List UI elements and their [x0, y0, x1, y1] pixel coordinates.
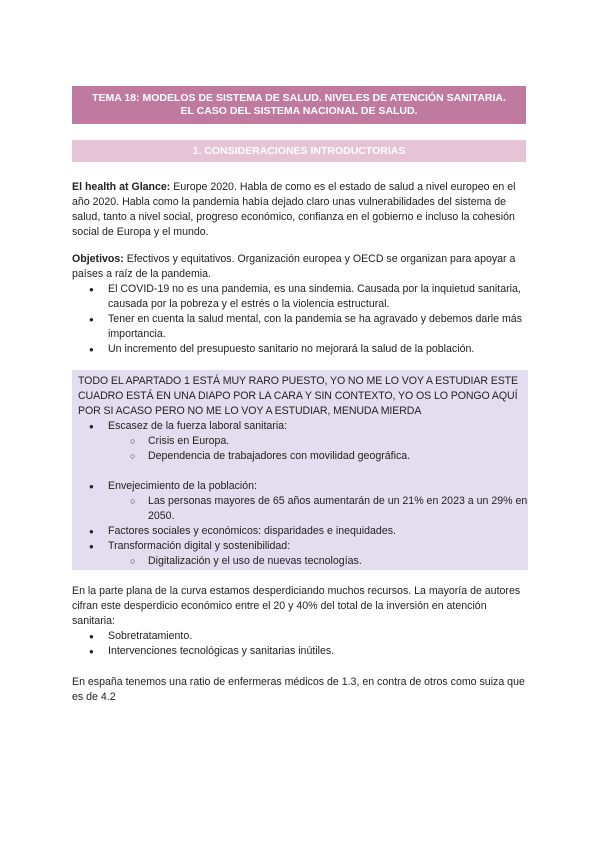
- paragraph-text: Efectivos y equitativos. Organización europea y OECD se organizan para apoyar a países a raíz de la pandemia.: [72, 253, 516, 280]
- list-item: ● Escasez de la fuerza laboral sanitaria:: [72, 419, 528, 434]
- list-item: ● Un incremento del presupuesto sanitario no mejorará la salud de la población.: [72, 342, 528, 357]
- paragraph-desperdicio: En la parte plana de la curva estamos desperdiciando muchos recursos. La mayoría de autores cifran este desperdicio económico entre el 20 y 40% del total de la inversión en atención sanitaria:: [72, 585, 521, 627]
- paragraph-health-at-glance: [72, 180, 528, 240]
- list-item: ● Sobretratamiento.: [72, 629, 528, 644]
- list-item: ● Envejecimiento de la población:: [72, 479, 528, 494]
- section-heading: 1. CONSIDERACIONES INTRODUCTORIAS: [72, 140, 526, 162]
- list-item: ● Transformación digital y sostenibilidad:: [72, 539, 528, 554]
- list-subitem: ○ Dependencia de trabajadores con movilidad geográfica.: [72, 449, 528, 464]
- list-item: ● Intervenciones tecnológicas y sanitarias inútiles.: [72, 644, 528, 659]
- list-subitem: ○ Las personas mayores de 65 años aumentarán de un 21% en 2023 a un 29% en 2050.: [72, 494, 528, 524]
- list-item: ● Factores sociales y económicos: disparidades e inequidades.: [72, 524, 528, 539]
- list-subitem: ○ Digitalización y el uso de nuevas tecnologías.: [72, 554, 528, 569]
- paragraph-objetivos: [72, 252, 528, 282]
- list-item: ● Tener en cuenta la salud mental, con la pandemia se ha agravado y debemos darle más importancia.: [72, 312, 528, 342]
- note-box-list: [72, 419, 528, 569]
- note-box-warning: TODO EL APARTADO 1 ESTÁ MUY RARO PUESTO, YO NO ME LO VOY A ESTUDIAR ESTE CUADRO ESTÁ EN UNA DIAPO POR LA CARA Y SIN CONTEXTO, YO OS LO PONGO AQUÍ POR SI ACASO PERO NO ME LO VOY A ESTUDIAR, MENUDA MIERDA: [78, 375, 519, 417]
- title-line-1: TEMA 18: MODELOS DE SISTEMA DE SALUD. NIVELES DE ATENCIÓN SANITARIA.: [92, 92, 506, 104]
- list-item: ● El COVID-19 no es una pandemia, es una sindemia. Causada por la inquietud sanitaria, causada por la pobreza y el estrés o la violencia estructural.: [72, 282, 528, 312]
- document-title: [72, 86, 526, 124]
- paragraph-ratio: En españa tenemos una ratio de enfermeras médicos de 1.3, en contra de otros como suiza que es de 4.2: [72, 676, 525, 703]
- list-subitem: ○ Crisis en Europa.: [72, 434, 528, 449]
- paragraph-text: Europe 2020. Habla de como es el estado de salud a nivel europeo en el año 2020. Habla como la pandemia había dejado claro unas vulnerabilidades del sistema de salud, tanto a nivel social, progreso económico, confianza en el gobierno e incluso la cohesión social de Europa y el mundo.: [72, 181, 516, 238]
- objectives-list: [72, 282, 528, 357]
- title-line-2: EL CASO DEL SISTEMA NACIONAL DE SALUD.: [180, 105, 418, 117]
- waste-list: [72, 629, 528, 659]
- paragraph-lead: Objetivos:: [72, 253, 124, 265]
- paragraph-lead: El health at Glance:: [72, 181, 171, 193]
